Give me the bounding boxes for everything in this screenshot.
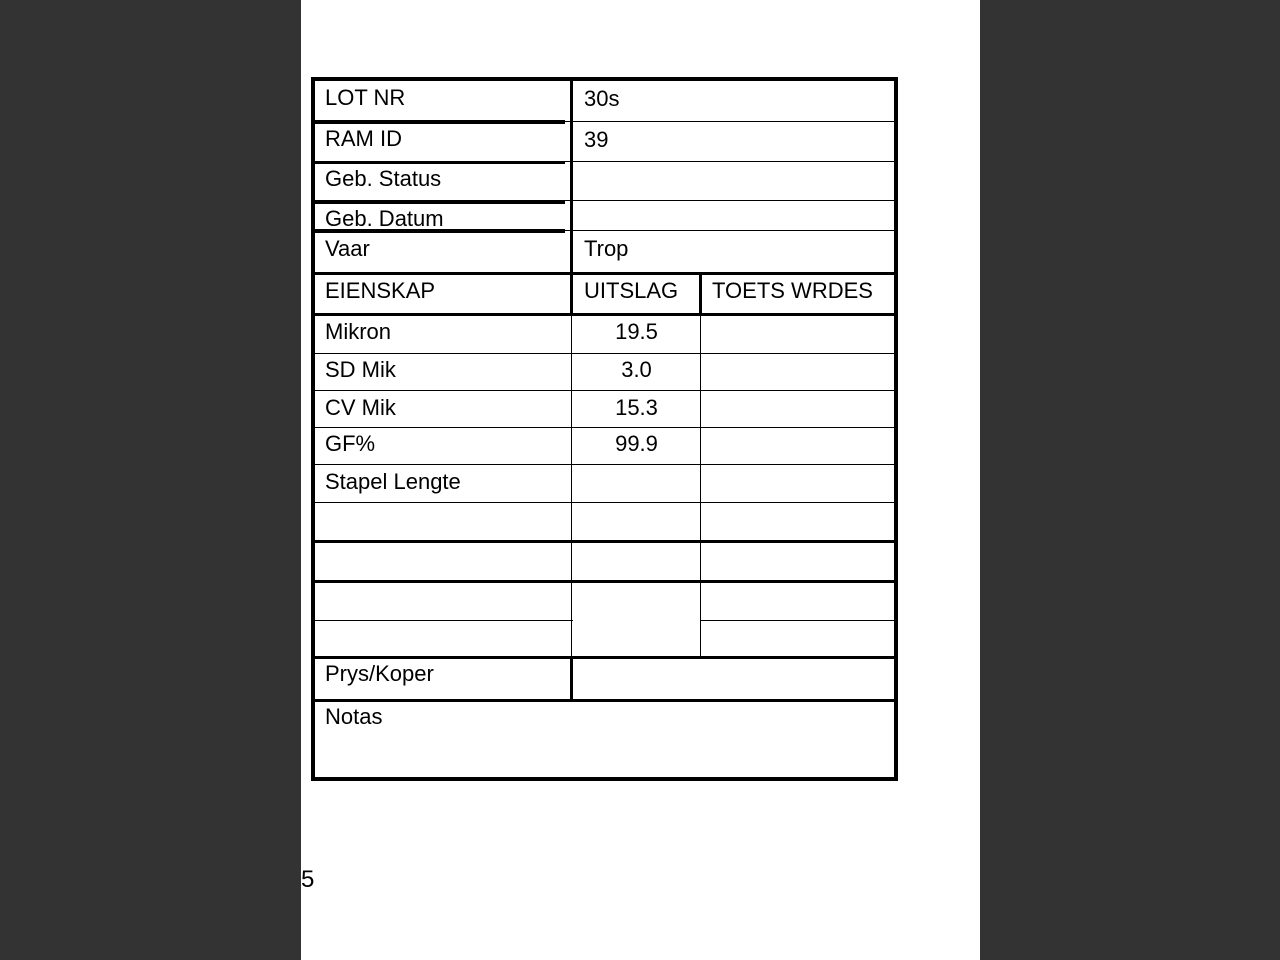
ram-record-form xyxy=(311,77,898,781)
property-sd-mik: SD Mik xyxy=(325,357,396,382)
row-divider xyxy=(315,120,565,124)
prys-koper-label: Prys/Koper xyxy=(325,661,434,686)
row-divider xyxy=(315,699,894,702)
property-stapel-lengte: Stapel Lengte xyxy=(325,469,461,494)
vaar-label: Vaar xyxy=(325,236,370,261)
row-divider xyxy=(315,620,573,621)
column-divider xyxy=(699,273,702,314)
lot-nr-value[interactable]: 30s xyxy=(584,86,620,111)
row-divider xyxy=(315,272,894,275)
property-gf-percent: GF% xyxy=(325,431,376,456)
row-divider xyxy=(315,161,565,164)
row-divider xyxy=(315,502,894,503)
result-mikron[interactable]: 19.5 xyxy=(615,319,658,344)
row-divider xyxy=(315,540,894,543)
test-value-column-header: TOETS WRDES xyxy=(712,278,873,303)
column-divider xyxy=(570,658,573,701)
row-divider xyxy=(565,230,894,231)
lot-nr-label: LOT NR xyxy=(325,85,406,110)
ram-id-label: RAM ID xyxy=(325,126,402,151)
result-sd-mik[interactable]: 3.0 xyxy=(621,357,652,382)
row-divider xyxy=(315,464,894,465)
ram-id-value[interactable]: 39 xyxy=(584,127,609,152)
row-divider xyxy=(315,353,894,354)
notas-label: Notas xyxy=(325,704,383,729)
row-divider xyxy=(565,161,894,162)
column-divider xyxy=(570,273,573,314)
row-divider xyxy=(315,313,894,316)
column-divider xyxy=(570,81,573,273)
page-number: 5 xyxy=(301,866,315,893)
result-column-header: UITSLAG xyxy=(584,278,679,303)
property-cv-mik: CV Mik xyxy=(325,395,396,420)
column-divider xyxy=(700,314,701,658)
row-divider xyxy=(701,620,894,621)
geb-datum-label: Geb. Datum xyxy=(325,206,444,231)
row-divider xyxy=(315,656,894,659)
row-divider xyxy=(315,200,565,204)
row-divider xyxy=(565,121,894,122)
row-divider xyxy=(315,390,894,391)
geb-status-label: Geb. Status xyxy=(325,166,442,191)
document-page xyxy=(301,0,980,960)
vaar-value[interactable]: Trop xyxy=(584,236,629,261)
row-divider xyxy=(315,427,894,428)
row-divider xyxy=(315,580,894,583)
property-mikron: Mikron xyxy=(325,319,392,344)
result-cv-mik[interactable]: 15.3 xyxy=(615,395,658,420)
property-column-header: EIENSKAP xyxy=(325,278,436,303)
result-gf-percent[interactable]: 99.9 xyxy=(615,431,658,456)
row-divider xyxy=(565,200,894,201)
column-divider xyxy=(571,314,572,658)
